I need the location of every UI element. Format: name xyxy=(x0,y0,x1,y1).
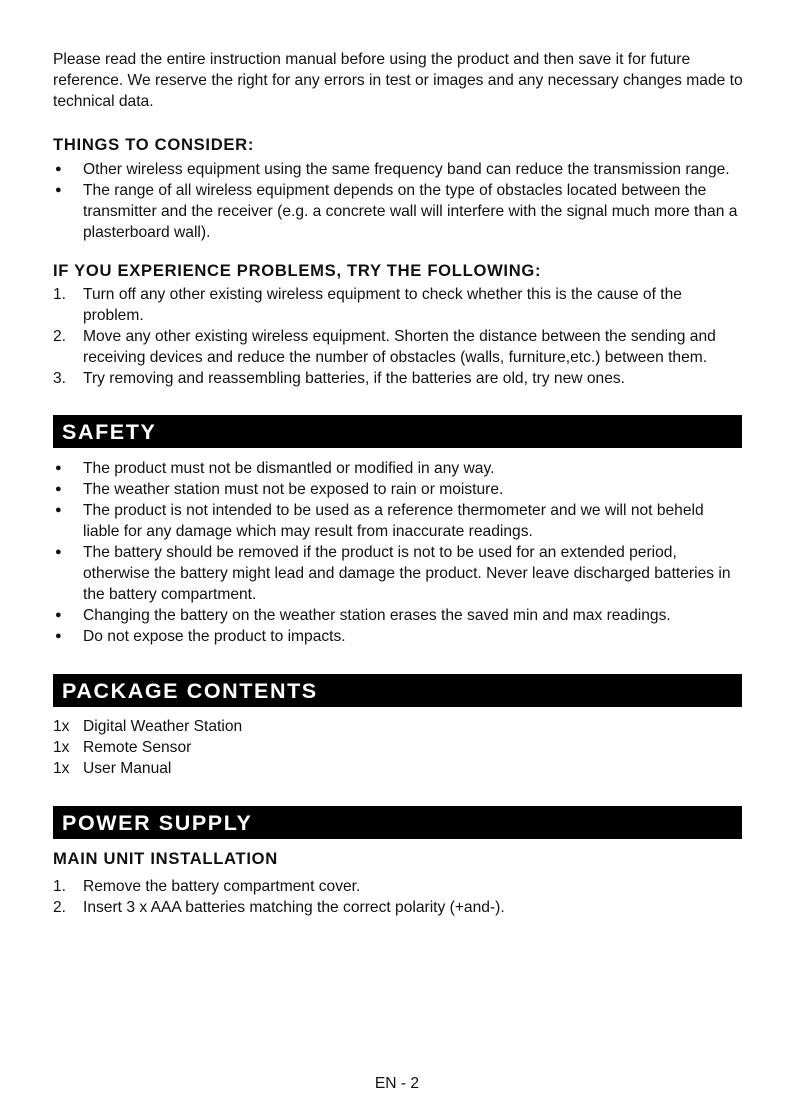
power-supply-banner: POWER SUPPLY xyxy=(53,806,742,839)
item-qty: 1x xyxy=(53,739,70,756)
safety-list xyxy=(53,458,743,647)
consider-list xyxy=(53,159,743,243)
item-number: 1. xyxy=(53,878,67,895)
item-name: Digital Weather Station xyxy=(83,718,243,735)
list-item xyxy=(53,897,743,918)
things-to-consider-heading: THINGS TO CONSIDER: xyxy=(53,135,255,154)
list-item: ● Other wireless equipment using the same frequency band can reduce the transmission range. xyxy=(53,159,743,180)
item-number: 3. xyxy=(53,370,67,387)
item-name: Remote Sensor xyxy=(83,739,192,756)
item-text: Remove the battery compartment cover. xyxy=(83,878,361,895)
list-item xyxy=(53,737,743,758)
page-number: EN - 2 xyxy=(374,1075,420,1092)
package-contents-banner: PACKAGE CONTENTS xyxy=(53,674,742,707)
item-name: User Manual xyxy=(83,760,172,777)
list-item: ● The battery should be removed if the product is not to be used for an extended period, otherwise the battery might lead and damage the product. Never leave discharged batteries in the battery compartment. xyxy=(53,542,743,605)
list-item: ● Do not expose the product to impacts. xyxy=(53,626,743,647)
list-item xyxy=(53,876,743,897)
list-item xyxy=(53,716,743,737)
problems-heading: IF YOU EXPERIENCE PROBLEMS, TRY THE FOLLOWING: xyxy=(53,261,542,280)
item-text: Insert 3 x AAA batteries matching the correct polarity (+and-). xyxy=(83,899,505,916)
list-item xyxy=(53,326,743,368)
item-text: Try removing and reassembling batteries, if the batteries are old, try new ones. xyxy=(83,370,625,387)
item-text: Move any other existing wireless equipment. Shorten the distance between the sending and receiving devices and reduce the number of obstacles (walls, furniture,etc.) between them. xyxy=(83,328,716,366)
item-text: Turn off any other existing wireless equipment to check whether this is the cause of the problem. xyxy=(83,286,682,324)
list-item xyxy=(53,758,743,779)
manual-page xyxy=(53,49,743,918)
intro-paragraph: Please read the entire instruction manual before using the product and then save it for future reference. We reserve the right for any errors in test or images and any necessary changes made to technical data. xyxy=(53,51,743,110)
list-item: ● Changing the battery on the weather station erases the saved min and max readings. xyxy=(53,605,743,626)
list-item: ● The range of all wireless equipment depends on the type of obstacles located between the transmitter and the receiver (e.g. a concrete wall will interfere with the signal much more than a plasterboard wall). xyxy=(53,180,743,243)
package-contents-list xyxy=(53,716,743,779)
item-qty: 1x xyxy=(53,718,70,735)
installation-steps xyxy=(53,876,743,918)
list-item xyxy=(53,368,743,389)
list-item: ● The product is not intended to be used as a reference thermometer and we will not beheld liable for any damage which may result from inaccurate readings. xyxy=(53,500,743,542)
list-item xyxy=(53,284,743,326)
safety-banner: SAFETY xyxy=(53,415,742,448)
main-unit-installation-heading: MAIN UNIT INSTALLATION xyxy=(53,849,278,868)
problems-list xyxy=(53,284,743,389)
item-number: 2. xyxy=(53,899,67,916)
list-item: ● The weather station must not be exposed to rain or moisture. xyxy=(53,479,743,500)
list-item: ● The product must not be dismantled or modified in any way. xyxy=(53,458,743,479)
item-qty: 1x xyxy=(53,760,70,777)
item-number: 1. xyxy=(53,286,67,303)
item-number: 2. xyxy=(53,328,67,345)
